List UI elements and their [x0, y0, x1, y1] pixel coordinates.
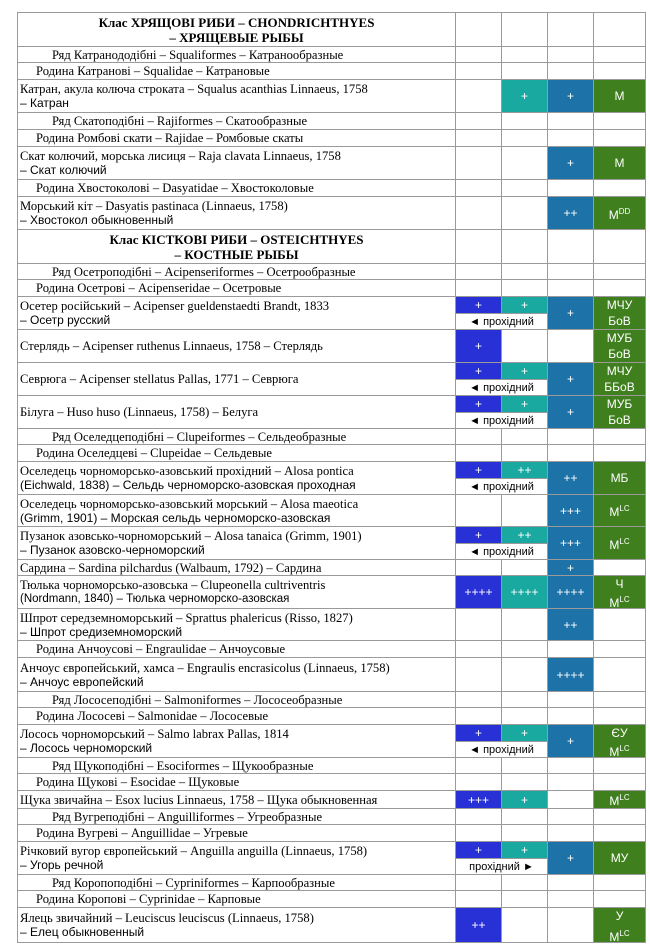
order-title: Ряд Осетроподібні – Acipenseriformes – Осетрообразные [18, 264, 456, 280]
status-cell: МЧУ ББоВ [594, 363, 646, 396]
order-title: Ряд Оселедцеподібні – Clupeiformes – Сельдеобразные [18, 429, 456, 445]
order-row [18, 758, 646, 774]
cell-plus: ++++ [502, 576, 548, 609]
status-cell: Ч $M^{LC}$ [594, 576, 646, 609]
order-row [18, 875, 646, 891]
cell-plus: ++++ [456, 576, 502, 609]
cell-plus: ++ [548, 462, 594, 495]
species-row [18, 147, 646, 180]
family-row [18, 891, 646, 908]
species-row [18, 842, 646, 875]
species-row [18, 658, 646, 692]
species-name: Пузанок азовсько-чорноморський – Alosa tanaica (Grimm, 1901) – Пузанок азовско-черноморский [18, 527, 456, 560]
species-name: Стерлядь – Acipenser ruthenus Linnaeus, 1758 – Стерлядь [18, 330, 456, 363]
species-name: Оселедець чорноморсько-азовський морський – Alosa maeotica (Grimm, 1901) – Морская сельдь черноморско-азовская [18, 495, 456, 527]
status-cell: У $M^{LC}$ [594, 908, 646, 943]
status-cell: МУБ БоВ [594, 396, 646, 429]
cell-plus: + [548, 147, 594, 180]
cell-plus: + [502, 791, 548, 809]
order-title: Ряд Коропоподібні – Cypriniformes – Карпообразные [18, 875, 456, 891]
migration-label: прохідний ► [456, 858, 547, 874]
migration-cell: + + прохідний ► [456, 842, 548, 875]
cell-plus: + [548, 725, 594, 758]
order-row [18, 113, 646, 130]
class-header-row [18, 230, 646, 264]
species-row [18, 576, 646, 609]
species-name: Анчоус європейський, хамса – Engraulis encrasicolus (Linnaeus, 1758) – Анчоус европейский [18, 658, 456, 692]
species-name: Морський кіт – Dasyatis pastinaca (Linnaeus, 1758) – Хвостокол обыкновенный [18, 197, 456, 230]
cell-plus: + [548, 396, 594, 429]
class-title: Клас ХРЯЩОВІ РИБИ – CHONDRICHTHYES – ХРЯЩЕВЫЕ РЫБЫ [18, 13, 456, 47]
status-cell: $M^{LC}$ [594, 495, 646, 527]
species-row [18, 609, 646, 641]
order-row [18, 47, 646, 63]
species-row [18, 495, 646, 527]
cell-plus: ++ [456, 908, 502, 943]
migration-cell: + ++ ◄ прохідний [456, 462, 548, 495]
class-header-row [18, 13, 646, 47]
order-title: Ряд Скатоподібні – Rajiformes – Скатообразные [18, 113, 456, 130]
status-cell: M [594, 80, 646, 113]
family-title: Родина Вугреві – Anguillidae – Угревые [18, 825, 456, 842]
class-title: Клас КІСТКОВІ РИБИ – OSTEICHTHYES – КОСТНЫЕ РЫБЫ [18, 230, 456, 264]
order-title: Ряд Щукоподібні – Esociformes – Щукообразные [18, 758, 456, 774]
species-name: Катран, акула колюча строката – Squalus acanthias Linnaeus, 1758 – Катран [18, 80, 456, 113]
order-title: Ряд Лососеподібні – Salmoniformes – Лососеобразные [18, 692, 456, 708]
species-row [18, 197, 646, 230]
status-cell: $M^{DD}$ [594, 197, 646, 230]
order-row [18, 692, 646, 708]
status-cell: $M^{LC}$ [594, 527, 646, 560]
species-row [18, 363, 646, 396]
migration-label: ◄ прохідний [456, 478, 547, 494]
family-title: Родина Анчоусові – Engraulidae – Анчоусовые [18, 641, 456, 658]
cell-plus: + [548, 363, 594, 396]
family-title: Родина Оселедцеві – Clupeidae – Сельдевые [18, 445, 456, 462]
species-row [18, 80, 646, 113]
status-cell: ЄУ $M^{LC}$ [594, 725, 646, 758]
species-name: Ялець звичайний – Leuciscus leuciscus (Linnaeus, 1758) – Елец обыкновенный [18, 908, 456, 943]
family-title: Родина Щукові – Esocidae – Щуковые [18, 774, 456, 791]
species-name: Сардина – Sardina pilchardus (Walbaum, 1792) – Сардина [18, 560, 456, 576]
family-row [18, 708, 646, 725]
species-row [18, 725, 646, 758]
status-cell: МУ [594, 842, 646, 875]
migration-label: ◄ прохідний [456, 412, 547, 428]
migration-cell: + + ◄ прохідний [456, 396, 548, 429]
cell-plus: + [548, 842, 594, 875]
status-cell: $M^{LC}$ [594, 791, 646, 809]
family-row [18, 774, 646, 791]
cell-plus: +++ [548, 495, 594, 527]
species-name: Севрюга – Acipenser stellatus Pallas, 1771 – Севрюга [18, 363, 456, 396]
species-table [17, 12, 646, 943]
family-title: Родина Хвостоколові – Dasyatidae – Хвостоколовые [18, 180, 456, 197]
species-name: Шпрот середземноморський – Sprattus phalericus (Risso, 1827) – Шпрот средиземноморский [18, 609, 456, 641]
cell-plus: ++ [548, 197, 594, 230]
species-name: Білуга – Huso huso (Linnaeus, 1758) – Белуга [18, 396, 456, 429]
family-row [18, 130, 646, 147]
cell-plus: + [548, 297, 594, 330]
family-row [18, 180, 646, 197]
family-row [18, 641, 646, 658]
species-name: Тюлька чорноморсько-азовська – Clupeonella cultriventris (Nordmann, 1840) – Тюлька черноморско-азовская [18, 576, 456, 609]
cell-plus: + [548, 80, 594, 113]
species-row [18, 908, 646, 943]
family-title: Родина Катранові – Squalidae – Катрановые [18, 63, 456, 80]
status-cell: МБ [594, 462, 646, 495]
migration-cell: + + ◄ прохідний [456, 363, 548, 396]
species-row [18, 560, 646, 576]
migration-cell: + + ◄ прохідний [456, 725, 548, 758]
cell-plus: + [548, 560, 594, 576]
order-title: Ряд Вугреподібні – Anguilliformes – Угреобразные [18, 809, 456, 825]
order-row [18, 264, 646, 280]
species-row [18, 396, 646, 429]
migration-label: ◄ прохідний [456, 741, 547, 757]
cell-plus: ++++ [548, 658, 594, 692]
species-name: Річковий вугор європейський – Anguilla anguilla (Linnaeus, 1758) – Угорь речной [18, 842, 456, 875]
cell-plus: ++++ [548, 576, 594, 609]
migration-label: ◄ прохідний [456, 313, 547, 329]
species-table-page [17, 12, 645, 943]
family-row [18, 445, 646, 462]
family-title: Родина Коропові – Cyprinidae – Карповые [18, 891, 456, 908]
migration-label: ◄ прохідний [456, 379, 547, 395]
family-title: Родина Ромбові скати – Rajidae – Ромбовые скаты [18, 130, 456, 147]
order-title: Ряд Катранододібні – Squaliformes – Катранообразные [18, 47, 456, 63]
species-row [18, 791, 646, 809]
cell-plus: + [502, 80, 548, 113]
species-name: Оселедець чорноморсько-азовський прохідний – Alosa pontica (Eichwald, 1838) – Сельдь черноморско-азовская проходная [18, 462, 456, 495]
cell-plus: + [456, 330, 502, 363]
species-row [18, 527, 646, 560]
status-cell: M [594, 147, 646, 180]
species-name: Скат колючий, морська лисиця – Raja clavata Linnaeus, 1758 – Скат колючий [18, 147, 456, 180]
status-cell: МУБ БоВ [594, 330, 646, 363]
status-cell: МЧУ БоВ [594, 297, 646, 330]
family-title: Родина Лососеві – Salmonidae – Лососевые [18, 708, 456, 725]
migration-cell: + + ◄ прохідний [456, 297, 548, 330]
species-name: Лосось чорноморський – Salmo labrax Pallas, 1814 – Лосось черноморский [18, 725, 456, 758]
species-row [18, 462, 646, 495]
family-row [18, 63, 646, 80]
species-row [18, 297, 646, 330]
family-row [18, 280, 646, 297]
cell-plus: +++ [456, 791, 502, 809]
cell-plus: +++ [548, 527, 594, 560]
species-row [18, 330, 646, 363]
order-row [18, 809, 646, 825]
cell-plus: ++ [548, 609, 594, 641]
species-name: Осетер російський – Acipenser gueldenstaedti Brandt, 1833 – Осетр русский [18, 297, 456, 330]
family-row [18, 825, 646, 842]
order-row [18, 429, 646, 445]
family-title: Родина Осетрові – Acipenseridae – Осетровые [18, 280, 456, 297]
migration-label: ◄ прохідний [456, 543, 547, 559]
migration-cell: + ++ ◄ прохідний [456, 527, 548, 560]
species-name: Щука звичайна – Esox lucius Linnaeus, 1758 – Щука обыкновенная [18, 791, 456, 809]
